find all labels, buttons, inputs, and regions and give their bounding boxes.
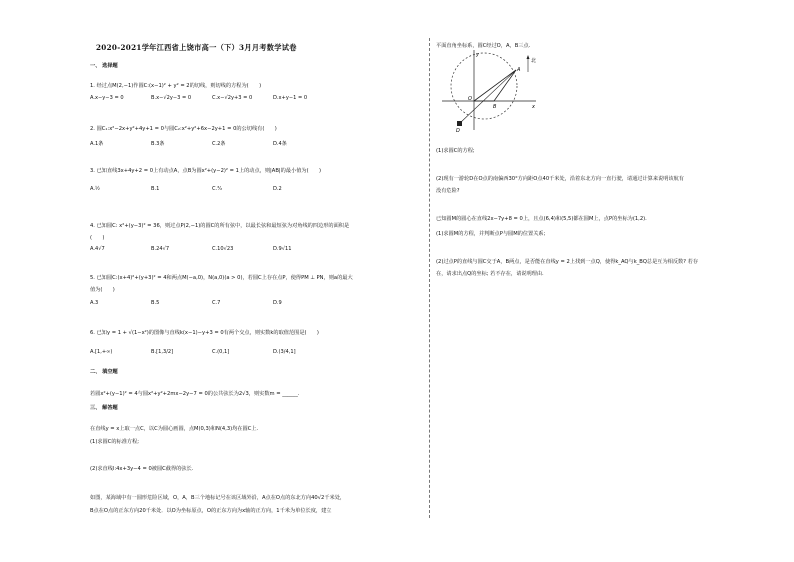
problem-2-part-2: (2)现有一游轮D在O点的南偏西30°方向距O点40千米处，沿着东北方向一直行驶，请通过计算来说明该航有 [436,176,684,182]
option-c: C.x−√2y+3 = 0 [212,95,253,101]
option-d: D.4条 [273,141,287,147]
option-c: C.7 [212,300,221,306]
column-divider [429,38,430,518]
question-6-options [90,349,334,355]
question-4-options [90,246,334,252]
option-c: C.³⁄₂ [212,186,223,192]
fill-question: 若圆x²+(y−1)² = 4与圆x²+y²+2mx−2y−7 = 0的公共弦长为2√3，则实数m = ______. [90,391,300,397]
option-d: D.x+y−1 = 0 [273,95,308,101]
label-d: D [456,128,460,134]
problem-1-part-2: (2)求直线l:4x+3y−4 = 0被圆C截得的弦长. [90,466,194,472]
problem-2-line-1: 如图，某海域中有一圆形危险区域，O，A，B三个地标记号在该区域外沿，A点在O点的东北方向40√2千米处， [90,495,346,501]
label-y: y [476,52,479,58]
option-a: A.4√7 [90,246,105,252]
segment-ab [494,70,516,101]
segment-oa [474,70,516,101]
danger-circle [451,53,517,119]
option-c: C.10√23 [212,246,234,252]
question-1-stem: 1. 经过点M(2,−1)作圆C:(x−1)² + y² = 2的切线，则切线的方程为( ) [90,83,262,89]
option-b: B.x−√2y−3 = 0 [151,95,192,101]
section-heading-choice: 一、 选择题 [90,63,118,69]
problem-3-stem: 已知圆M的圆心在直线2x−7y+8 = 0上，且点(6,4)和(5,5)都在圆M上，点P的坐标为(1,2). [436,216,647,222]
label-north: 北 [531,58,537,64]
option-d: D.2 [273,186,282,192]
question-5-stem: 5. 已知圆C:(x+4)²+(y+3)² = 4和两点M(−a,0)，N(a,0)(a > 0)，若圆C上存在点P，使得PM ⊥ PN，则a的最大 [90,275,353,281]
question-5-options [90,300,334,306]
question-2-options [90,140,334,147]
option-a: A.3 [90,300,99,306]
option-b: B.[1,3/2] [151,349,174,355]
option-a: A.[1,+∞) [90,349,113,355]
problem-2-part-2-cont: 没有危险? [436,188,460,194]
label-a: A [517,67,521,73]
option-b: B.24√7 [151,246,170,252]
option-a: A.x−y−3 = 0 [90,95,124,101]
option-d: D.9√11 [273,246,292,252]
question-3-options [90,186,334,192]
option-b: B.3条 [151,141,165,147]
question-1-options [90,95,334,101]
label-o: O [468,96,472,102]
option-d: D.9 [273,300,282,306]
question-4-stem: 4. 已知圆C: x²+(y−3)² = 36，则过点P(2,−1)的圆C的所有弦中，以最长弦和最短弦为对角线的四边形的面积是 [90,223,350,229]
option-d: D.(3/4,1] [273,349,296,355]
option-a: A.1条 [90,141,104,147]
problem-2-part-1: (1)求圆C的方程; [436,148,475,154]
question-4-stem-cont: ( ) [90,235,105,241]
label-x: x [532,104,535,110]
problem-1-stem: 在直线y = x上取一点C，以C为圆心画圆，点M(0,3)和N(4,3)均在圆C上. [90,426,259,432]
circle-figure [440,48,540,134]
section-heading-fill: 二、 填空题 [90,369,118,375]
option-b: B.1 [151,186,160,192]
north-arrow-head [527,55,530,59]
problem-2-line-3: 平面直角坐标系，圆C经过O，A，B三点. [436,43,531,49]
option-c: C.2条 [212,141,226,147]
label-b: B [493,104,497,110]
option-c: C.(0,1] [212,349,230,355]
option-a: A.½ [90,186,100,192]
question-2-stem: 2. 圆C₁:x²−2x+y²+4y+1 = 0与圆C₂:x²+y²+6x−2y+1 = 0的公切线有( ) [90,126,277,132]
question-5-stem-cont: 值为( ) [90,287,115,293]
question-6-stem: 6. 已知y = 1 + √(1−x²)的图像与直线k(x−1)−y+3 = 0有两个交点，则实数k的取值范围是( ) [90,330,319,336]
section-heading-answer: 三、 解答题 [90,405,118,411]
question-3-stem: 3. 已知直线3x+4y+2 = 0上有动点A，点B为圆x²+(y−2)² = 1上的动点，则|AB|的最小值为( ) [90,168,322,174]
ship-marker [457,121,462,126]
problem-3-part-2-cont: 在，请求出点Q的坐标; 若不存在，请说明理由. [436,271,544,277]
problem-3-part-1: (1)求圆M的方程，并判断点P与圆M的位置关系; [436,231,546,237]
problem-2-line-2: B点在O点的正东方向20千米处．以O为坐标原点，O的正东方向为x轴的正方向，1千米为单位长度，建立 [90,508,332,514]
problem-3-part-2: (2)过点P的直线与圆C交于A，B两点，是否能在直线y = 2上找到一点Q，使得k_AQ与k_BQ总是互为相反数? 若存 [436,259,699,265]
page-title: 2020-2021学年江西省上饶市高一（下）3月月考数学试卷 [96,43,297,52]
problem-1-part-1: (1)求圆C的标准方程; [90,439,140,445]
option-b: B.5 [151,300,160,306]
